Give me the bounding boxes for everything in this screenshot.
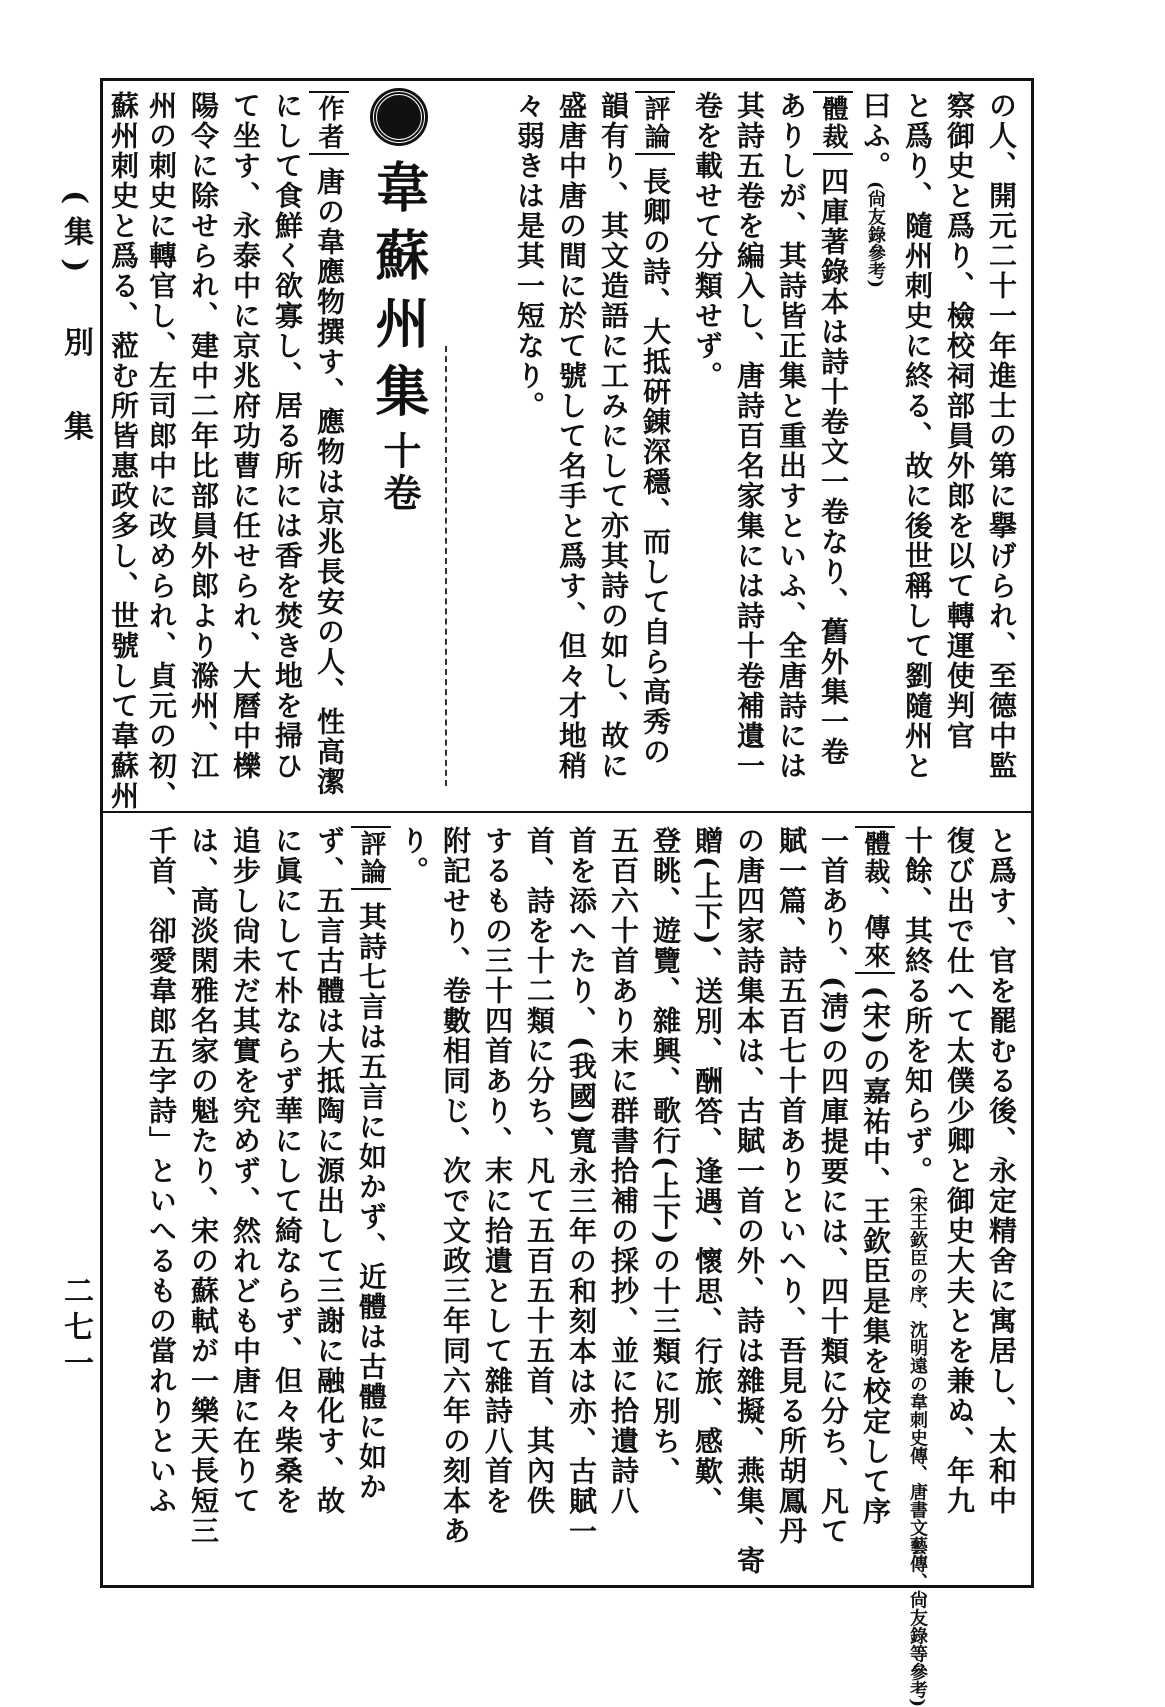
upper-section: [107, 91, 1021, 811]
text-column: 韻有り、其文造語に工みにして亦其詩の如し、故に: [597, 91, 630, 781]
text-column: 州の刺史に轉官し、左司郎中に改められ、貞元の初、: [145, 91, 178, 811]
text-column: て坐す、永泰中に京兆府功曹に任せられ、大曆中櫟: [229, 91, 262, 781]
book-title: [367, 91, 431, 799]
text-column: 蘇州刺史と爲る、蒞む所皆惠政多し、世號して韋蘇州: [107, 91, 140, 811]
page-number: 二七一: [58, 1275, 93, 1383]
text-column: ず、五言古體は大抵陶に源出して三謝に融化す、故: [313, 826, 346, 1516]
citation-note: (尙友錄參考): [865, 181, 886, 289]
column-text: 十餘、其終る所を知らず。: [901, 826, 934, 1186]
text-column: 附記せり、卷數相同じ、次で文政三年同六年の刻本あ: [439, 826, 472, 1546]
column-text: 四庫著錄本は詩十卷文一卷なり、舊外集一卷: [817, 166, 850, 767]
text-column: 陽令に除せられ、建中二年比部員外郎より滁州、江: [187, 91, 220, 781]
page-frame: [100, 78, 1034, 1707]
section-label: 體裁: [813, 91, 853, 155]
text-column: 首、詩を十二類に分ち、凡て五百五十五首、其內佚: [523, 826, 556, 1516]
text-column: [813, 91, 853, 799]
section-label: 作者: [309, 91, 349, 155]
text-column: 追步し尙未だ其實を究めず、然れども中唐に在りて: [229, 826, 262, 1516]
text-column: [855, 91, 895, 799]
text-column: 賦一篇、詩五百七十首ありといへり、吾見る所胡鳳丹: [775, 826, 808, 1546]
text-column: 五百六十首あり末に群書拾補の採抄、並に拾遺詩八: [607, 826, 640, 1516]
text-column: 々弱きは是其一短なり。: [513, 91, 546, 421]
text-column: と爲す、官を罷むる後、永定精舍に寓居し、太和中: [985, 826, 1018, 1516]
title-text: 韋蘇州集: [367, 159, 431, 431]
column-text: 其詩七言は五言に如かず、近體は古體に如か: [355, 901, 388, 1502]
text-column: 登眺、遊覽、雜興、歌行(上下)の十三類に別ち、: [649, 826, 682, 1487]
text-column: [309, 91, 349, 799]
text-column: の唐四家詩集本は、古賦一首の外、詩は雜擬、燕集、寄: [733, 826, 766, 1576]
text-column: 其詩五卷を編入し、唐詩百名家集には詩十卷補遺一: [733, 91, 766, 781]
text-column: 復び出で仕へて太僕少卿と御史大夫とを兼ぬ、年九: [943, 826, 976, 1516]
column-text: 唐の韋應物撰す、應物は京兆長安の人、性高潔: [313, 166, 346, 797]
bullet-icon: [373, 91, 425, 143]
text-column: は、高淡閑雅名家の魁たり、宋の蘇軾が一樂天長短三: [187, 826, 220, 1546]
title-volumes: 十卷: [377, 431, 422, 515]
text-column: に眞にして朴ならず華にして綺ならず、但々柴桑を: [271, 826, 304, 1516]
column-text: 長卿の詩、大抵硏錬深穩、而して自ら高秀の: [639, 166, 672, 767]
section-divider: [103, 811, 1031, 813]
text-column: り。: [397, 826, 430, 886]
text-column: ありしが、其詩皆正集と重出すといふ、全唐詩には: [775, 91, 808, 781]
text-column: 察御史と爲り、檢校祠部員外郎を以て轉運使判官: [943, 91, 976, 751]
text-column: [855, 826, 895, 1576]
column-text: 曰ふ。: [859, 91, 892, 181]
text-column: 贈(上下)、送別、酬答、逢遇、懷思、行旅、感歎、: [691, 826, 724, 1517]
text-column: と爲り、隨州刺史に終る、故に後世稱して劉隨州と: [901, 91, 934, 781]
section-label: 評論: [635, 91, 675, 155]
text-column: 千首、卻愛韋郎五字詩」といへるもの當れりといふ: [145, 826, 178, 1516]
section-label: 評論: [351, 826, 391, 890]
wavy-separator: [445, 346, 461, 786]
running-header: (集) 別 集: [58, 190, 93, 453]
text-column: 盛唐中唐の間に於て號して名手と爲す、但々才地稍: [555, 91, 588, 781]
text-column: [897, 826, 937, 1707]
text-column: 一首あり、(淸)の四庫提要には、四十類に分ち、凡て: [817, 826, 850, 1547]
text-column: 卷を載せて分類せず。: [691, 91, 724, 391]
column-text: (宋)の嘉祐中、王欽臣是集を校定して序: [859, 985, 892, 1527]
text-column: するもの三十四首あり、末に拾遺として雜詩八首を: [481, 826, 514, 1516]
text-column: にして食鮮く欲寡し、居る所には香を焚き地を掃ひ: [271, 91, 304, 781]
citation-note: (宋王欽臣の序、沈明遠の韋刺史傳、唐書文藝傳、尙友錄等參考): [907, 1186, 928, 1707]
lower-section: [113, 826, 1021, 1707]
section-label: 體裁、傳來: [855, 826, 895, 974]
text-column: の人、開元二十一年進士の第に擧げられ、至德中監: [985, 91, 1018, 781]
text-column: [635, 91, 675, 799]
text-column: [351, 826, 391, 1576]
text-column: 首を添へたり、(我國)寬永三年の和刻本は亦、古賦一: [565, 826, 598, 1547]
